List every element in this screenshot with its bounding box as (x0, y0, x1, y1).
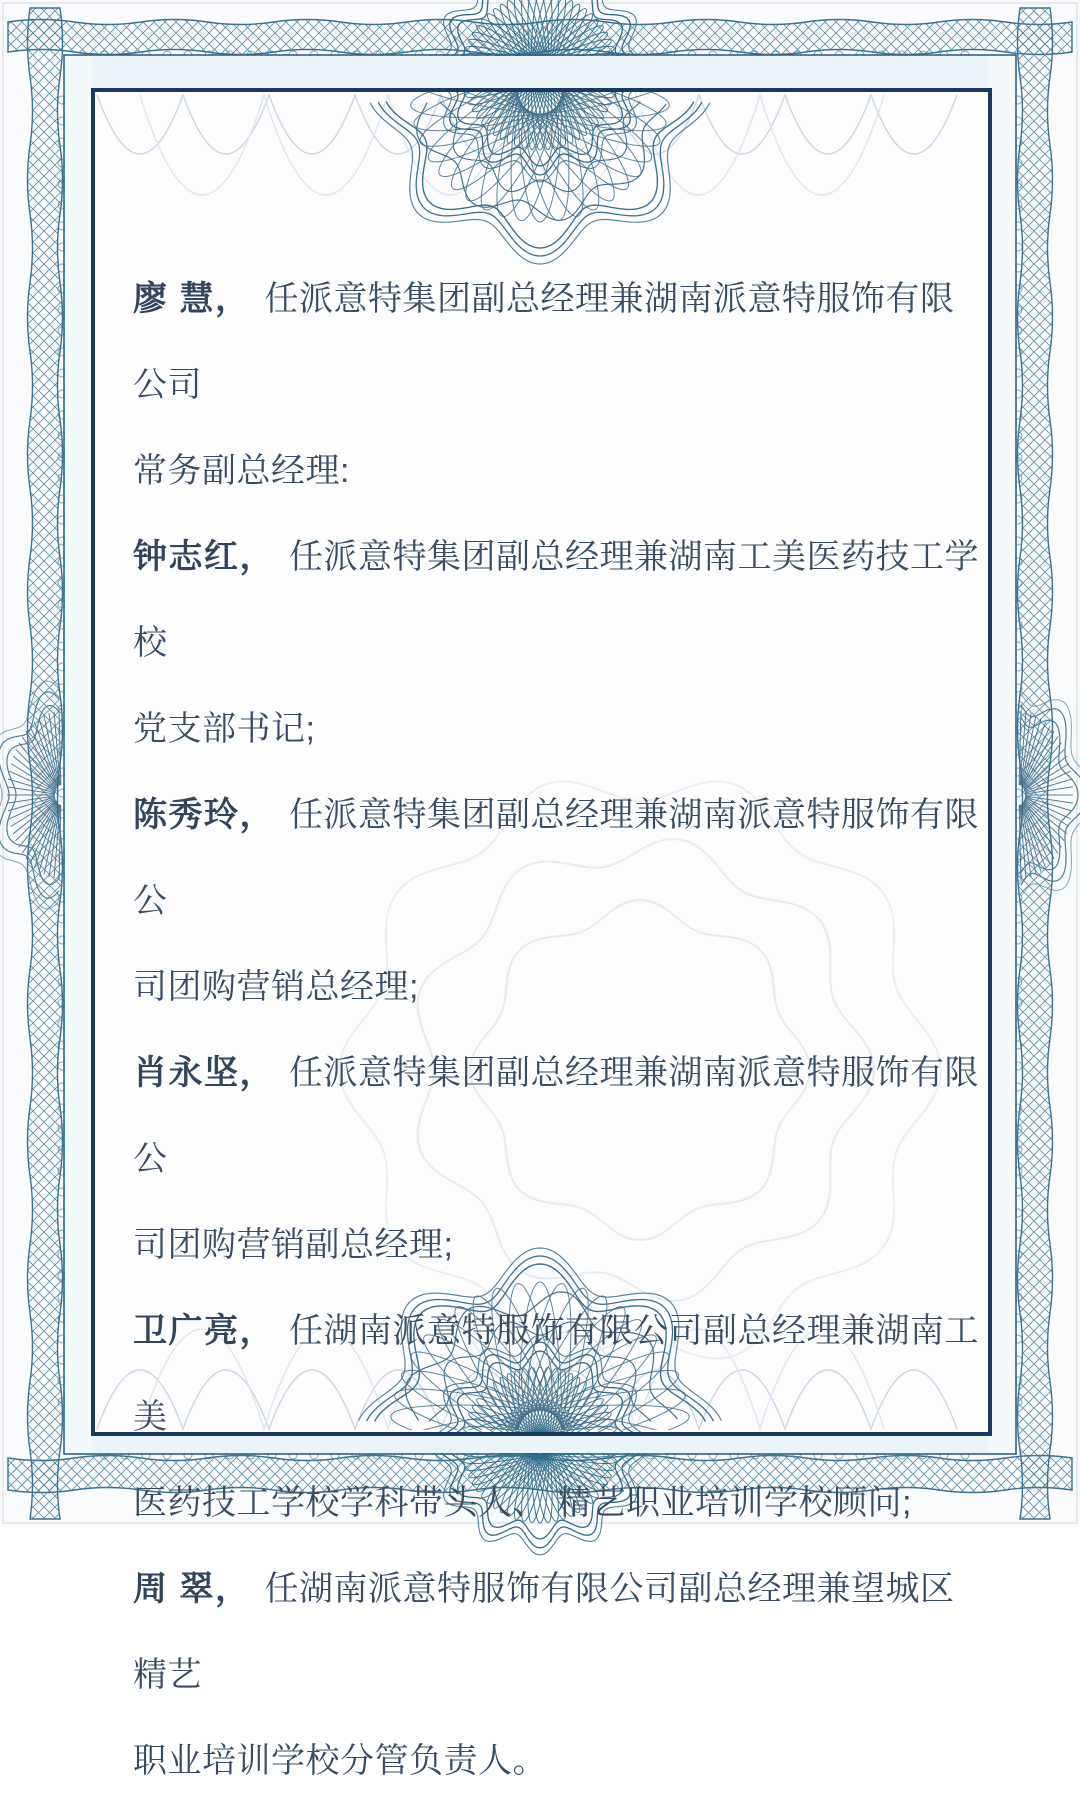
entry-line2: 司团购营销总经理; (133, 968, 419, 1006)
entry-line1: 任湖南派意特服饰有限公司副总经理兼望城区精艺 (133, 1570, 955, 1694)
appointment-entry (133, 1546, 985, 1804)
entry-line1: 任湖南派意特服饰有限公司副总经理兼湖南工美 (133, 1312, 979, 1436)
person-name: 钟志红， (133, 538, 275, 576)
appointment-entry (133, 514, 985, 772)
person-name: 肖永坚， (133, 1054, 275, 1092)
appointment-list (133, 256, 985, 1804)
person-name: 周 翠， (133, 1570, 251, 1608)
person-name: 陈秀玲， (133, 796, 275, 834)
entry-line2: 司团购营销副总经理; (133, 1226, 454, 1264)
entry-line1: 任派意特集团副总经理兼湖南工美医药技工学校 (133, 538, 979, 662)
entry-line1: 任派意特集团副总经理兼湖南派意特服饰有限公 (133, 1054, 979, 1178)
person-name: 卫广亮， (133, 1312, 275, 1350)
entry-line2: 职业培训学校分管负责人。 (133, 1742, 547, 1780)
appointment-entry (133, 256, 985, 514)
appointment-entry (133, 1288, 985, 1546)
entry-line2: 医药技工学校学科带头人、 精艺职业培训学校顾问; (133, 1484, 912, 1522)
entry-line2: 党支部书记; (133, 710, 316, 748)
entry-line1: 任派意特集团副总经理兼湖南派意特服饰有限公 (133, 796, 979, 920)
appointment-entry (133, 772, 985, 1030)
entry-line1: 任派意特集团副总经理兼湖南派意特服饰有限公司 (133, 280, 955, 404)
entry-line2: 常务副总经理: (133, 452, 350, 490)
person-name: 廖 慧， (133, 280, 251, 318)
appointment-entry (133, 1030, 985, 1288)
